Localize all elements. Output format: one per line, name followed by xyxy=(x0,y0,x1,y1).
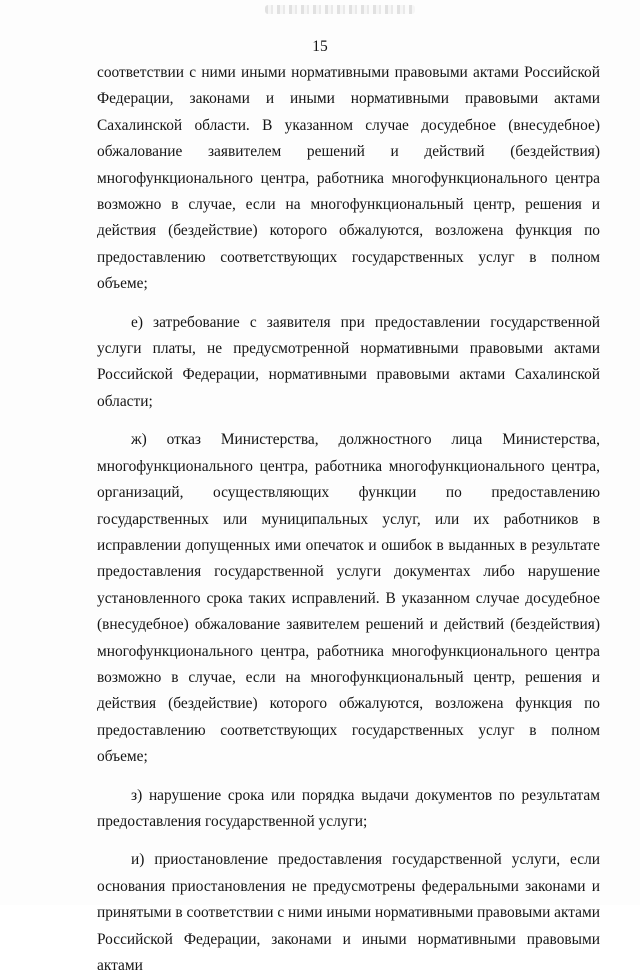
paragraph-continuation: соответствии с ними иными нормативными правовыми актами Российской Федерации, законами и иными нормативными правовыми актами Сахалинской области. В указанном случае досудебное (внесудебное) обжалование заявителем решений и действий (бездействия) многофункционального центра, работника многофункционального центра возможно в случае, если на многофункциональный центр, решения и действия (бездействие) которого обжалуются, возложена функция по предоставлению соответствующих государственных услуг в полном объеме; xyxy=(97,64,600,293)
scan-artifact xyxy=(265,5,415,14)
paragraph-item-z: з) нарушение срока или порядка выдачи документов по результатам предоставления государственной услуги; xyxy=(97,786,600,830)
paragraph-item-e: е) затребование с заявителя при предоставлении государственной услуги платы, не предусмотренной нормативными правовыми актами Российской Федерации, нормативными правовыми актами Сахалинской области; xyxy=(97,313,600,410)
paragraph-item-zh: ж) отказ Министерства, должностного лица Министерства, многофункционального центра, работника многофункционального центра, организаций, осуществляющих функции по предоставлению государственных или муниципальных услуг, или их работников в исправлении допущенных ими опечаток и ошибок в выданных в результате предоставления государственной услуги документах либо нарушение установленного срока таких исправлений. В указанном случае досудебное (внесудебное) обжалование заявителем решений и действий (бездействия) многофункционального центра, работника многофункционального центра возможно в случае, если на многофункциональный центр, решения и действия (бездействие) которого обжалуются, возложена функция по предоставлению соответствующих государственных услуг в полном объеме; xyxy=(97,431,600,766)
paragraph-item-i: и) приостановление предоставления государственной услуги, если основания приостановления не предусмотрены федеральными законами и принятыми в соответствии с ними иными нормативными правовыми актами Российской Федерации, законами и иными нормативными правовыми актами xyxy=(97,851,600,974)
document-body xyxy=(97,60,600,979)
page-number: 15 xyxy=(312,38,328,55)
